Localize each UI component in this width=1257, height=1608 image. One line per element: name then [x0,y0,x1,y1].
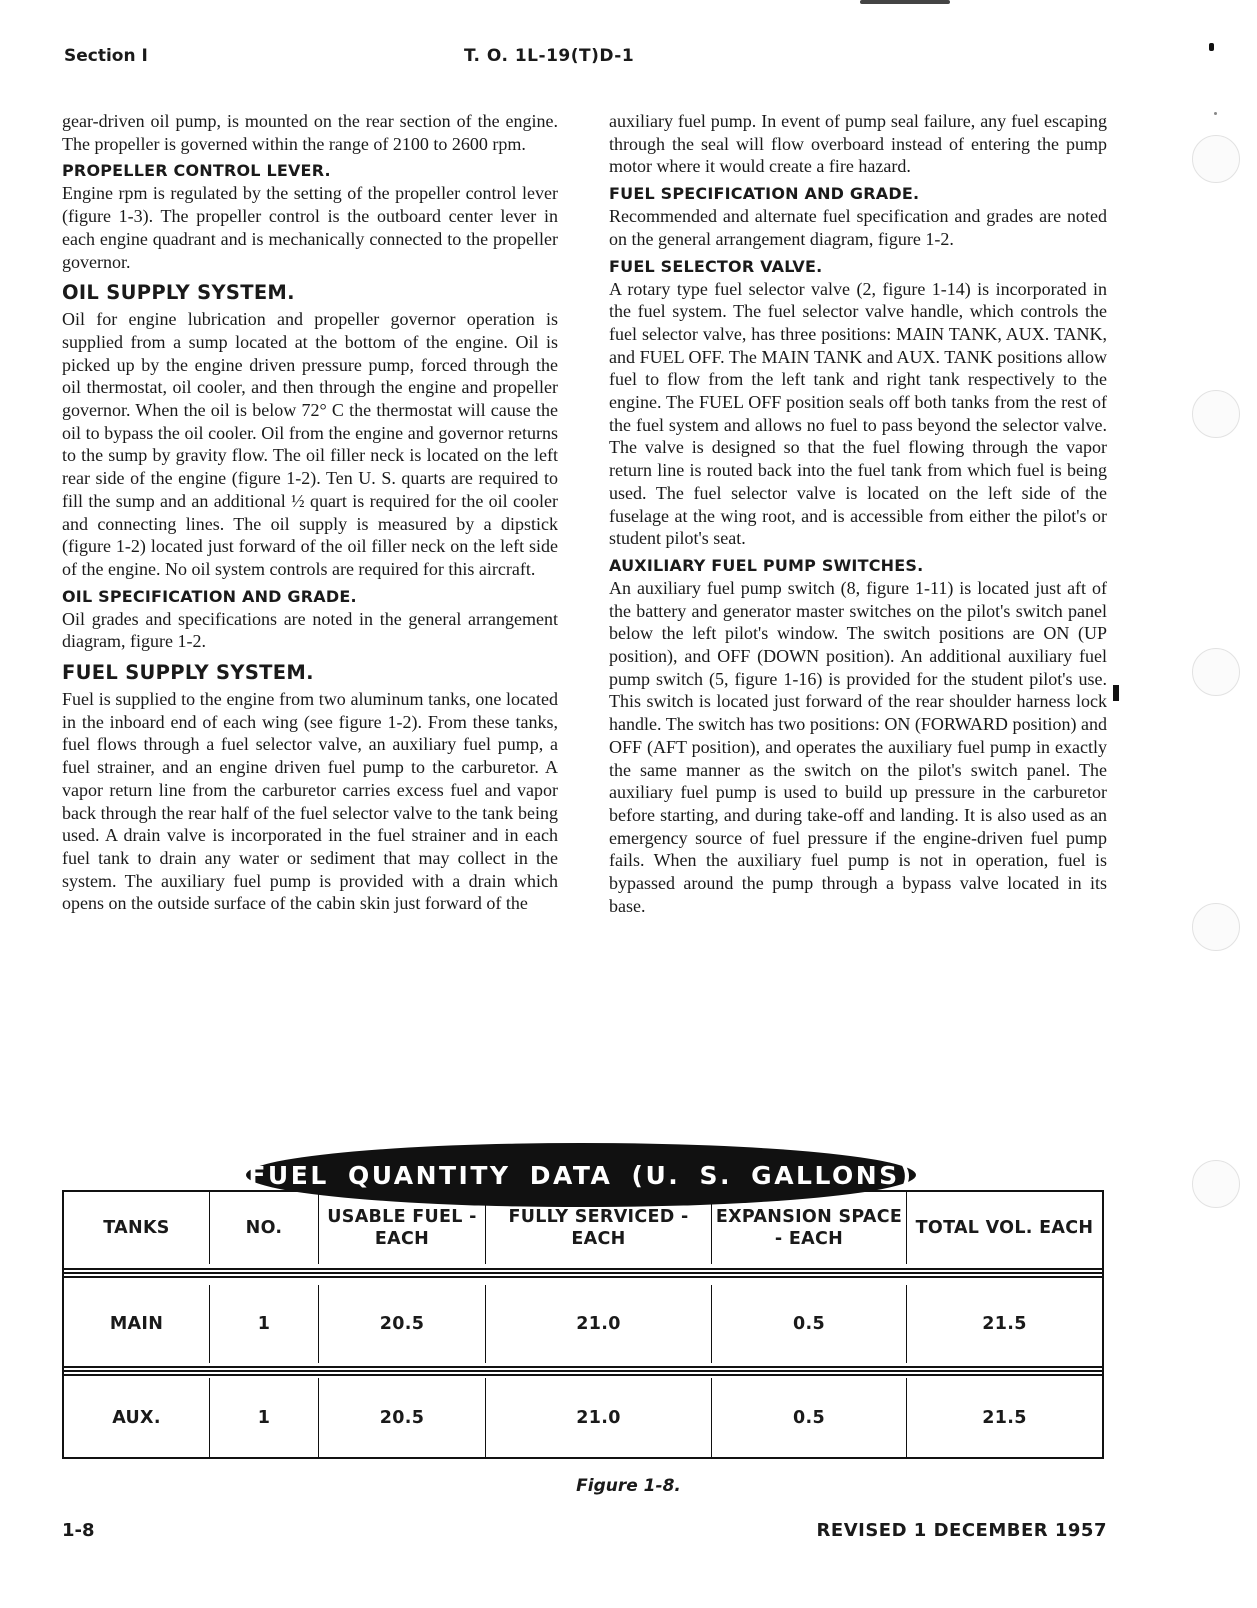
table-cell: 21.0 [486,1285,712,1363]
header-cell: NO. [210,1192,319,1264]
table-cell: AUX. [64,1378,210,1457]
header-cell: USABLE FUEL - EACH [319,1192,486,1264]
header-cell: FULLY SERVICED - EACH [486,1192,712,1264]
margin-mark [1209,43,1214,51]
binder-hole [1192,648,1240,696]
table-title-banner [246,1143,916,1207]
table-row [64,1378,1102,1457]
figure-caption: Figure 1-8. [576,1476,681,1496]
table-cell: 21.5 [982,1407,1027,1428]
table-cell: 0.5 [712,1285,907,1363]
paragraph-oil-supply: Oil for engine lubrication and propeller governor operation is supplied from a sump located at the bottom of the engine. Oil is picked up by the engine driven pressure pump, forced through the oil thermostat, oil cooler, and then through the engine and propeller governor. When the oil is below 72° C the thermostat will cause the oil to bypass the oil cooler. Oil from the engine and governor returns to the sump by gravity flow. The oil filler neck is located on the left rear side of the engine (figure 1-2). Ten U. S. quarts are required to fill the sump and an additional ½ quart is required for the oil cooler and connecting lines. The oil supply is measured by a dipstick (figure 1-2) located just forward of the oil filler neck on the left side of the engine. No oil system controls are required for this aircraft. [62,309,558,579]
revision-date: REVISED 1 DECEMBER 1957 [816,1520,1107,1541]
paragraph-pump-switches: An auxiliary fuel pump switch (8, figure 1-11) is located just aft of the battery and generator master switches on the pilot's switch panel below the left pilot's window. The switch positions are ON (UP position), and OFF (DOWN position). An additional auxiliary fuel pump switch (5, figure 1-16) is provided for the student pilot's use. This switch is located just forward of the rear shoulder harness lock handle. The switch has two positions: ON (FORWARD position) and OFF (AFT position), and operates the auxiliary fuel pump in exactly the same manner as the switch on the pilot's switch panel. The auxiliary fuel pump is used to build up pressure in the carburetor before starting, and during take-off and landing. It is also used as an emergency source of fuel pressure if the engine-driven fuel pump fails. When the auxiliary fuel pump is not in operation, fuel is bypassed around the pump through a bypass valve located in its base. [609,577,1107,916]
table-cell: 21.0 [486,1378,712,1457]
table-title: FUEL QUANTITY DATA (U. S. GALLONS) [248,1160,914,1190]
paragraph-intro: gear-driven oil pump, is mounted on the rear section of the engine. The propeller is governed within the range of 2100 to 2600 rpm. [62,111,558,154]
paragraph-fuel-spec: Recommended and alternate fuel specification and grades are noted on the general arrangement diagram, figure 1-2. [609,206,1107,249]
table-divider [64,1268,1102,1280]
paragraph-oil-spec: Oil grades and specifications are noted in the general arrangement diagram, figure 1-2. [62,608,558,652]
header-cell: TOTAL VOL. EACH [915,1218,1094,1238]
table-cell: 20.5 [319,1378,486,1457]
paragraph-fuel-supply: Fuel is supplied to the engine from two aluminum tanks, one located in the inboard end of each wing (see figure 1-2). From these tanks, fuel flows through a fuel selector valve, an auxiliary fuel pump, a fuel strainer, and an engine driven fuel pump to the carburetor. A vapor return line from the carburetor carries excess fuel and vapor back through the rear half of the fuel selector valve to the tank being used. A drain valve is incorporated in the fuel strainer and in each fuel tank to drain any water or sediment that may collect in the system. The auxiliary fuel pump is provided with a drain which opens on the outside surface of the cabin skin just forward of the [62,689,558,914]
margin-dot [1214,112,1217,115]
heading-oil-specification: OIL SPECIFICATION AND GRADE. [62,586,357,606]
header-cell: TANKS [64,1192,210,1264]
table-cell: 1 [210,1285,319,1363]
fuel-quantity-table [62,1190,1104,1459]
heading-fuel-specification: FUEL SPECIFICATION AND GRADE. [609,184,920,204]
right-column [609,110,1107,918]
doc-number: T. O. 1L-19(T)D-1 [464,46,635,66]
binder-hole [1192,1160,1240,1208]
table-cell: 1 [210,1378,319,1457]
paragraph-continued: auxiliary fuel pump. In event of pump seal failure, any fuel escaping through the seal will flow overboard instead of entering the pump motor where it would create a fire hazard. [609,111,1107,177]
table-cell: 0.5 [712,1378,907,1457]
heading-aux-fuel-pump-switches: AUXILIARY FUEL PUMP SWITCHES. [609,555,924,575]
heading-fuel-selector-valve: FUEL SELECTOR VALVE. [609,256,823,276]
scan-mark [860,0,950,4]
heading-fuel-supply-system: FUEL SUPPLY SYSTEM. [62,661,314,685]
heading-propeller-control-lever: PROPELLER CONTROL LEVER. [62,161,331,181]
section-label: Section I [64,46,148,66]
table-divider [64,1366,1102,1378]
paragraph-propeller: Engine rpm is regulated by the setting of the propeller control lever (figure 1-3). The propeller control is the outboard center lever in each engine quadrant and is mechanically connected to the propeller governor. [62,183,558,272]
table-cell: 21.5 [982,1314,1027,1334]
binder-hole [1192,390,1240,438]
table-row [64,1285,1102,1363]
page-header [64,46,1117,72]
binder-hole [1192,903,1240,951]
left-column [62,110,558,915]
paragraph-selector: A rotary type fuel selector valve (2, figure 1-14) is incorporated in the fuel system. The fuel selector valve handle, which controls the fuel selector valve, has three positions: MAIN TANK, AUX. TANK, and FUEL OFF. The MAIN TANK and AUX. TANK positions allow fuel to flow from the left tank and right tank respectively to the engine. The FUEL OFF position seals off both tanks from the rest of the fuel system and allows no fuel to pass beyond the selector valve. The valve is designed so that the fuel flowing through the vapor return line is routed back into the fuel tank from which fuel is being used. The fuel selector valve is located on the left side of the fuselage at the wing root, and is accessible from either the pilot's or student pilot's seat. [609,278,1107,549]
binder-hole [1192,135,1240,183]
page-number: 1-8 [62,1520,95,1541]
header-cell: EXPANSION SPACE - EACH [712,1192,907,1264]
heading-oil-supply-system: OIL SUPPLY SYSTEM. [62,281,295,305]
change-bar [1113,685,1119,701]
table-cell: 20.5 [319,1285,486,1363]
table-cell: MAIN [64,1285,210,1363]
